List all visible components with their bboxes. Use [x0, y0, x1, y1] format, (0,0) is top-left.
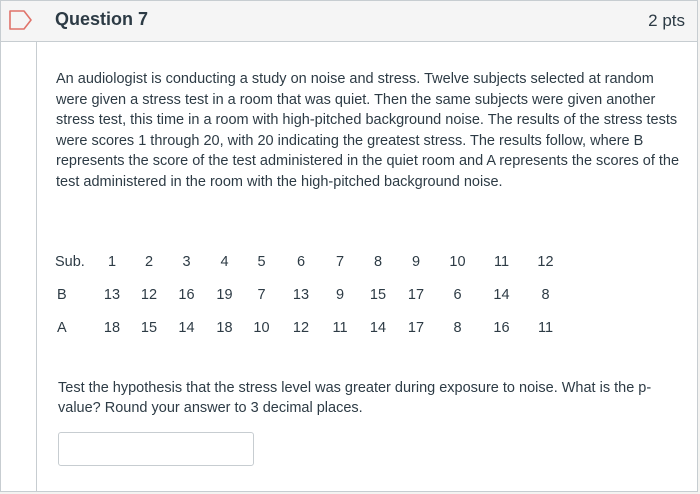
- table-cell: 8: [541, 286, 550, 303]
- subject-number: 12: [537, 253, 554, 270]
- table-cell: 9: [335, 286, 345, 303]
- table-cell: 11: [537, 319, 554, 336]
- subject-number: 6: [296, 253, 306, 270]
- stress-data-table: [49, 245, 569, 344]
- question-title: Question 7: [55, 9, 149, 29]
- table-cell: 15: [140, 319, 158, 336]
- subject-number: 8: [373, 253, 383, 270]
- table-cell: 14: [178, 319, 195, 336]
- table-row-b: [49, 278, 569, 311]
- table-cell: 14: [493, 286, 510, 303]
- table-cell: 15: [369, 286, 387, 303]
- row-label: B: [57, 286, 67, 303]
- table-cell: 14: [369, 319, 387, 336]
- table-cell: 19: [216, 286, 233, 303]
- answer-input[interactable]: [58, 432, 254, 466]
- table-header-label: Sub.: [55, 253, 85, 270]
- question-prompt: An audiologist is conducting a study on noise and stress. Twelve subjects selected at random were given a stress test in a room that was quiet. Then the same subjects were given another stress test, this time in a room with high-pitched background noise. The results of the stress tests were scores 1 through 20, with 20 indicating the greatest stress. The results follow, where B represents the score of the test administered in the quiet room and A represents the scores of the test administered in the room with the high-pitched background noise.: [56, 71, 680, 190]
- subject-number: 7: [335, 253, 345, 270]
- subject-number: 3: [182, 253, 191, 270]
- question-ask: Test the hypothesis that the stress level was greater during exposure to noise. What is the p-value? Round your answer to 3 decimal places.: [58, 380, 652, 416]
- table-cell: 8: [453, 319, 462, 336]
- table-cell: 6: [453, 286, 462, 303]
- table-cell: 17: [407, 319, 425, 336]
- table-cell: 18: [103, 319, 121, 336]
- subject-number: 10: [449, 253, 466, 270]
- table-cell: 11: [332, 319, 348, 336]
- flag-outline-icon[interactable]: [7, 9, 35, 31]
- left-divider: [36, 41, 37, 491]
- subject-number: 5: [257, 253, 266, 270]
- table-cell: 18: [216, 319, 233, 336]
- table-cell: 17: [407, 286, 425, 303]
- row-label: A: [57, 319, 67, 336]
- subject-number: 2: [144, 253, 154, 270]
- subject-number: 4: [220, 253, 229, 270]
- table-cell: 12: [292, 319, 310, 336]
- table-cell: 13: [292, 286, 310, 303]
- subject-number: 1: [107, 253, 117, 270]
- table-cell: 16: [493, 319, 510, 336]
- table-row-a: [49, 311, 569, 344]
- subject-number: 11: [493, 253, 510, 270]
- table-cell: 12: [140, 286, 158, 303]
- table-cell: 13: [103, 286, 121, 303]
- table-header-row: [49, 245, 569, 278]
- table-cell: 7: [257, 286, 266, 303]
- table-cell: 10: [253, 319, 270, 336]
- question-header: [1, 1, 697, 42]
- subject-number: 9: [411, 253, 421, 270]
- table-cell: 16: [178, 286, 195, 303]
- question-points: 2 pts: [648, 11, 685, 30]
